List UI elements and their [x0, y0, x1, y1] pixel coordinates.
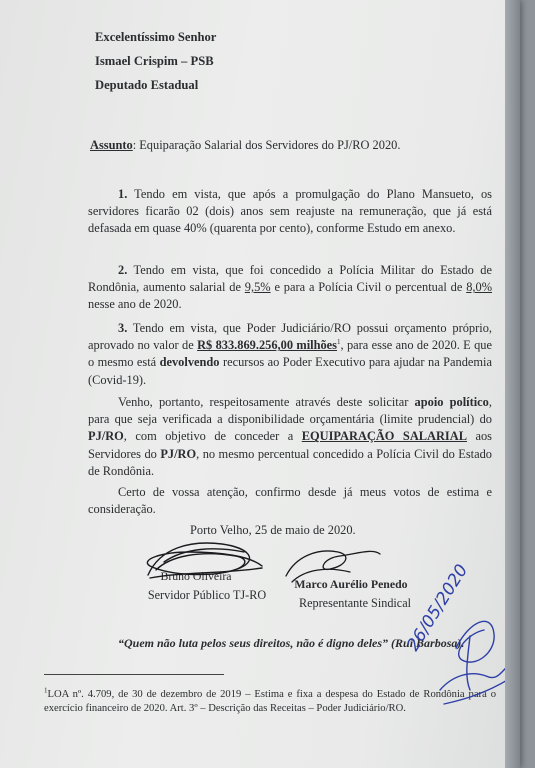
- devolvendo-word: devolvendo: [159, 355, 220, 370]
- signature-2-name: Marco Aurélio Penedo: [294, 577, 408, 591]
- paragraph-3-number: 3.: [118, 321, 128, 335]
- paragraph-5: Certo de vossa atenção, confirmo desde já meus votos de estima e consideração.: [88, 485, 492, 517]
- paragraph-4-text-a: Venho, portanto, respeitosamente através deste solicitar: [118, 395, 415, 409]
- signature-2-scribble: [286, 551, 380, 582]
- pj-ro-2: PJ/RO: [160, 446, 197, 461]
- paragraph-4-text-c: , com objetivo de conceder a: [123, 429, 302, 444]
- paragraph-2-text-b: e para a Polícia Civil o percentual de: [270, 280, 467, 295]
- apoio-politico: apoio político: [414, 395, 489, 409]
- paragraph-4-text-e: , no mesmo percentual concedido a Polícia Civil do Estado de Rondônia.: [88, 446, 492, 478]
- signature-1-scribble: [147, 543, 262, 578]
- footnote-mark: 1: [44, 686, 48, 695]
- signature-1-title: Servidor Público TJ-RO: [147, 588, 267, 602]
- footnote-text: LOA nº. 4.709, de 30 de dezembro de 2019 – Estima e fixa a despesa do Estado de Rondônia para o exercício financeiro de 2020. Art. 3º – Descrição das Receitas – Poder Judiciário/RO.: [44, 689, 496, 714]
- paragraph-3-text-a: Tendo em vista, que Poder Judiciário/RO possui orçamento próprio, aprovado no valor de: [88, 321, 492, 353]
- recipient-role: Deputado Estadual: [95, 78, 199, 92]
- signature-1-name: Bruno Oliveira: [160, 569, 232, 583]
- recipient-name: Ismael Crispim – PSB: [95, 54, 214, 68]
- page-edge-shadow: [505, 0, 520, 768]
- budget-amount: R$ 833.869.256,00 milhões: [197, 338, 337, 353]
- equiparacao-salarial: EQUIPARAÇÃO SALARIAL: [301, 429, 467, 444]
- paragraph-3-text-b: , para esse ano de 2020. E que o mesmo está: [88, 338, 492, 370]
- recipient-salutation: Excelentíssimo Senhor: [95, 30, 217, 44]
- paragraph-2-text-c: nesse ano de 2020.: [88, 297, 182, 312]
- subject-text: : Equiparação Salarial dos Servidores do PJ/RO 2020.: [132, 138, 401, 152]
- handwritten-date: 26/05/2020: [403, 560, 473, 655]
- paragraph-4-text-d: aos Servidores do: [88, 429, 492, 461]
- handwritten-blue-ink: [403, 561, 514, 704]
- paragraph-1-text: Tendo em vista, que após a promulgação do Plano Mansueto, os servidores ficarão 02 (dois) anos sem reajuste na remuneração, que já está defasada em quase 40% (quarenta por cento), conforme Estudo em anexo.: [88, 187, 492, 236]
- pm-percentage: 9,5%: [244, 280, 271, 295]
- paragraph-3-text-c: recursos ao Poder Executivo para ajudar na Pandemia (Covid-19).: [88, 355, 492, 387]
- paragraph-2-text-a: Tendo em vista, que foi concedido a Polícia Militar do Estado de Rondônia, aumento salarial de: [88, 263, 492, 295]
- subject-label: Assunto: [90, 138, 133, 152]
- paragraph-1-number: 1.: [118, 187, 128, 201]
- paragraph-2-number: 2.: [118, 263, 128, 277]
- footnote-reference: 1: [337, 338, 341, 347]
- signature-2-title: Representante Sindical: [298, 596, 412, 610]
- pc-percentage: 8,0%: [466, 280, 493, 295]
- place-date: Porto Velho, 25 de maio de 2020.: [190, 523, 356, 537]
- pj-ro-1: PJ/RO: [88, 429, 124, 444]
- quote: “Quem não luta pelos seus direitos, não é digno deles” (Rui Barbosa).: [118, 636, 465, 650]
- paragraph-4-text-b: , para que seja verificada a disponibilidade orçamentária (limite prudencial) do: [88, 395, 492, 427]
